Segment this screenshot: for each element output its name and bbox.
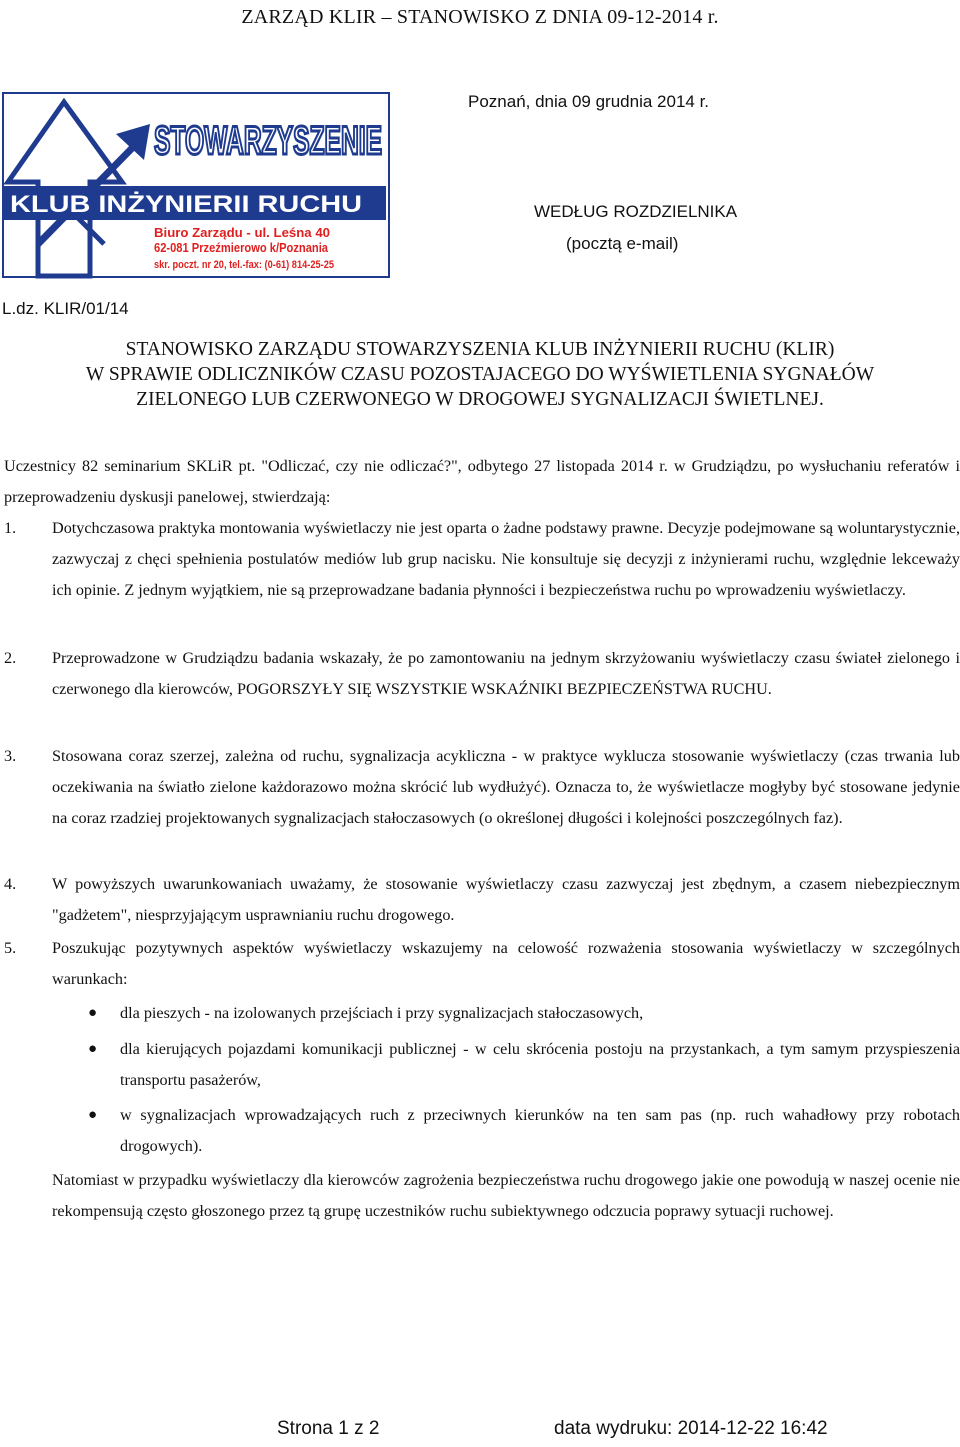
logo-address1: Biuro Zarządu - ul. Leśna 40 (154, 225, 330, 240)
document-title (0, 337, 960, 412)
bullet-icon: ● (88, 1041, 98, 1057)
point-number: 5. (4, 939, 17, 957)
point-number: 4. (4, 875, 17, 893)
title-line-1: STANOWISKO ZARZĄDU STOWARZYSZENIA KLUB INŻYNIERII RUCHU (KLIR) (125, 339, 835, 360)
page-number: Strona 1 z 2 (277, 1418, 380, 1439)
document-header: ZARZĄD KLIR – STANOWISKO Z DNIA 09-12-2014 r. (241, 6, 719, 28)
distribution-label: WEDŁUG ROZDZIELNIKA (534, 202, 738, 221)
intro-paragraph: Uczestnicy 82 seminarium SKLiR pt. "Odliczać, czy nie odliczać?", odbytego 27 listopada 2014 r. w Grudziądzu, po wysłuchaniu referatów i przeprowadzeniu dyskusji panelowej, stwierdzają: (4, 457, 960, 507)
title-line-2: W SPRAWIE ODLICZNIKÓW CZASU POZOSTAJACEGO DO WYŚWIETLENIA SYGNAŁÓW (85, 364, 875, 385)
point-number: 3. (4, 747, 17, 765)
bullet-text: dla pieszych - na izolowanych przejściach i przy sygnalizacjach stałoczasowych, (120, 1004, 644, 1022)
point-number: 1. (4, 519, 17, 537)
logo-word2: KLUB INŻYNIERII RUCHU (10, 191, 362, 218)
distribution-method: (pocztą e-mail) (566, 234, 679, 253)
logo-word1: STOWARZYSZENIE (154, 119, 382, 163)
bullet-icon: ● (88, 1107, 98, 1123)
bullet-icon: ● (88, 1005, 98, 1021)
bullet-text: w sygnalizacjach wprowadzających ruch z przeciwnych kierunków na ten sam pas (np. ruch wahadłowy przy robotach drogowych). (120, 1106, 960, 1156)
place-and-date: Poznań, dnia 09 grudnia 2014 r. (468, 92, 710, 111)
point-text: Stosowana coraz szerzej, zależna od ruchu, sygnalizacja acykliczna - w praktyce wyklucza stosowanie wyświetlaczy (czas trwania lub oczekiwania na światło zielone każdorazowo można skrócić lub wydłużyć). Oznacza to, że wyświetlacze mogłyby być stosowane jedynie na coraz rzadziej projektowanych sygnalizacjach stałoczasowych (o określonej długości i kolejności poszczególnych faz). (52, 747, 960, 828)
bullet-text: dla kierujących pojazdami komunikacji publicznej - w celu skrócenia postoju na przystankach, a tym samym przyspieszenia transportu pasażerów, (120, 1040, 960, 1090)
point-text: Dotychczasowa praktyka montowania wyświetlaczy nie jest oparta o żadne podstawy prawne. Decyzje podejmowane są woluntarystycznie, zazwyczaj z chęci spełnienia postulatów mediów lub grup nacisku. Nie konsultuje się decyzji z inżynierami ruchu, względnie lekceważy ich opinie. Z jednym wyjątkiem, nie są przeprowadzane badania płynności i bezpieczeństwa ruchu po wprowadzeniu wyświetlaczy. (52, 519, 960, 600)
klir-logo (2, 92, 390, 278)
print-date: data wydruku: 2014-12-22 16:42 (554, 1418, 828, 1439)
point-text: Przeprowadzone w Grudziądzu badania wskazały, że po zamontowaniu na jednym skrzyżowaniu wyświetlaczy czasu świateł zielonego i czerwonego dla kierowców, POGORSZYŁY SIĘ WSZYSTKIE WSKAŹNIKI BEZPIECZEŃSTWA RUCHU. (52, 649, 960, 699)
closing-paragraph: Natomiast w przypadku wyświetlaczy dla kierowców zagrożenia bezpieczeństwa ruchu drogowego jakie one powodują w naszej ocenie nie rekompensują często głoszonego przez tą grupę uczestników ruchu subiektywnego odczucia poprawy sytuacji ruchowej. (52, 1171, 960, 1221)
logo-address2: 62-081 Przeźmierowo k/Poznania (154, 240, 329, 255)
point-text: W powyższych uwarunkowaniach uważamy, że stosowanie wyświetlaczy czasu zazwyczaj jest zbędnym, a czasem niebezpiecznym "gadżetem", niesprzyjającym usprawnianiu ruchu drogowego. (52, 875, 960, 925)
title-line-3: ZIELONEGO LUB CZERWONEGO W DROGOWEJ SYGNALIZACJI ŚWIETLNEJ. (136, 389, 824, 410)
logo-address3: skr. poczt. nr 20, tel.-fax: (0-61) 814-25-25 (154, 259, 334, 271)
point-text: Poszukując pozytywnych aspektów wyświetlaczy wskazujemy na celowość rozważenia stosowania wyświetlaczy w szczególnych warunkach: (52, 939, 960, 989)
point-number: 2. (4, 649, 17, 667)
klir-logo-graphic (4, 94, 388, 276)
reference-number: L.dz. KLIR/01/14 (2, 299, 129, 318)
